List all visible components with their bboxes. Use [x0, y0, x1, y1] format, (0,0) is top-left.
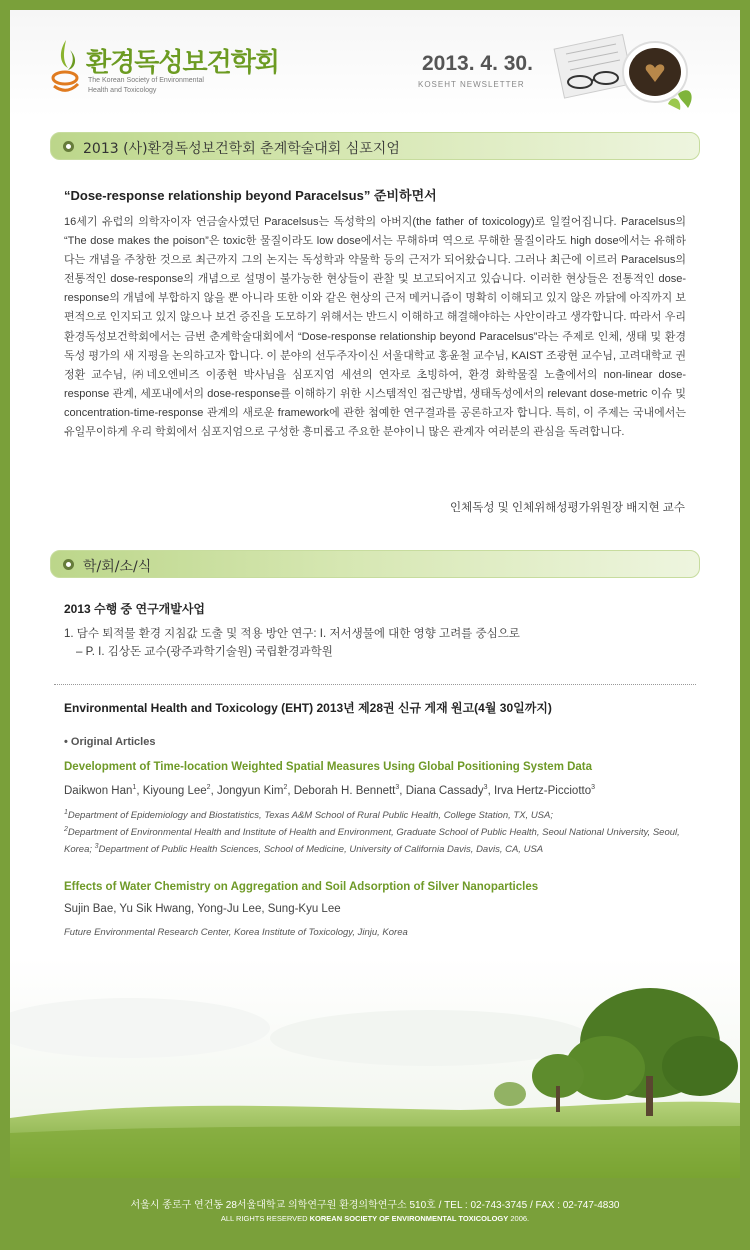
article-2-authors: Sujin Bae, Yu Sik Hwang, Yong-Ju Lee, Sung-Kyu Lee [64, 903, 341, 915]
article-1-affiliations: $^1$Department of Epidemiology and Biostatistics, Texas A&M School of Rural Public Health, College Station, TX, USA; $^2$Department of Environmental Health and Institute of Health and Environment, Graduate School of Public Health, Seoul National University, Seoul, Korea; $^3$Department of Public Health Sciences, School of Medicine, University of California Davis, Davis, CA, USA [64, 809, 680, 856]
footer-address: 서울시 종로구 연건동 28서울대학교 의학연구원 환경의학연구소 510호 / TEL : 02-743-3745 / FAX : 02-747-4830 [130, 1200, 620, 1211]
article-2-title: Effects of Water Chemistry on Aggregation and Soil Adsorption of Silver Nanoparticles [64, 881, 539, 893]
rnd-item: 1. 담수 퇴적물 환경 지침값 도출 및 적용 방안 연구: I. 저서생물에 대한 영향 고려를 중심으로 [64, 628, 520, 640]
eht-heading: Environmental Health and Toxicology (EHT) 2013년 제28권 신규 게재 원고(4월 30일까지) [64, 701, 552, 715]
section-bullet-icon [63, 559, 74, 570]
section-bar-symposium [50, 132, 700, 160]
rnd-pi: – P. I. 김상돈 교수(광주과학기술원) 국립환경과학원 [76, 646, 333, 658]
section-bullet-icon [63, 141, 74, 152]
logo-english-title: The Korean Society of Environmental Health and Toxicology [88, 77, 204, 94]
meadow-landscape-illustration [10, 958, 740, 1178]
article-1-authors: Daikwon Han$^1$, Kiyoung Lee$^2$, Jongyun Kim$^2$, Deborah H. Bennett$^3$, Diana Cassady$^3$, Irva Hertz-Picciotto$^3$ [64, 784, 596, 797]
newsletter-label: KOSEHT NEWSLETTER [418, 80, 525, 89]
article-signature: 인체독성 및 인체위해성평가위원장 배지현 교수 [450, 502, 685, 514]
newsletter-paper [10, 10, 740, 1178]
section-title: 학/회/소/식 [83, 559, 152, 575]
article-body: 16세기 유럽의 의학자이자 연금술사였던 Paracelsus는 독성학의 아버지(the father of toxicology)로 일컬어집니다. Paracelsus의 “The dose makes the poison”은 toxic한 물질이라도 low dose에서는 무해하며 역으로 무해한 물질이라도 high dose에서는 유해하다는 개념을 주창한 것으로 최근까지 그의 논지는 독성학과 약물학 등의 근저가 되어왔습니다. 그러나 최근에 이르러 Paracelsus의 전통적인 dose-response의 개념으로 설명이 불가능한 현상들이 관찰 및 보고되어지고 있습니다. 이러한 현상들은 전통적인 dose-response의 개념에 부합하지 않을 뿐 아니라 또한 이와 같은 현상의 근저 메커니즘이 명확히 이해되고 있지 않은 까닭에 아직까지 보편적으로 인지되고 있지 않으나 보건 증진을 도모하기 위해서는 반드시 이해하고 해결해야하는 사안이라고 생각합니다. 따라서 우리 환경독성보건학회에서는 금번 춘계학술대회에서 “Dose-response relationship beyond Paracelsus”라는 주제로 인체, 생태 및 환경독성 평가의 새 지평을 논의하고자 합니다. 이 분야의 선두주자이신 서울대학교 홍윤철 교수님, KAIST 조광현 교수님, 고려대학교 권정환 교수님, ㈜네오엔비즈 이종현 박사님을 심포지엄 세션의 연자로 초빙하여, 환경 화학물질 노출에서의 non-linear dose-response 관계, 세포내에서의 dose-response를 이해하기 위한 시스템적인 접근방법, 생태독성에서의 relevant dose-metric 이슈 및 concentration-time-response 관계의 새로운 framework에 관한 첨예한 연구결과를 공론하고자 합니다. 특히, 이 주제는 국내에서는 유일무이하게 우리 학회에서 심포지엄으로 구성한 흥미롭고 주요한 분야이니 많은 관계자 여러분의 관심을 독려합니다. [64, 216, 686, 439]
section-title: 2013 (사)환경독성보건학회 춘계학술대회 심포지엄 [83, 141, 400, 157]
article-heading: “Dose-response relationship beyond Paracelsus” 준비하면서 [64, 188, 437, 203]
divider [54, 684, 696, 685]
original-articles-label: • Original Articles [64, 736, 156, 748]
section-bar-society-news [50, 550, 700, 578]
society-logo-icon [50, 38, 80, 92]
article-2-affiliation: Future Environmental Research Center, Korea Institute of Toxicology, Jinju, Korea [64, 927, 408, 938]
footer-rights: ALL RIGHTS RESERVED KOREAN SOCIETY OF ENVIRONMENTAL TOXICOLOGY 2006. [220, 1214, 530, 1223]
header [10, 10, 740, 118]
article-1-title: Development of Time-location Weighted Spatial Measures Using Global Positioning System Data [64, 761, 593, 773]
coffee-cup-newspaper-icon [550, 24, 700, 116]
logo-korean-title: 환경독성보건학회 [86, 48, 279, 78]
issue-date: 2013. 4. 30. [422, 52, 533, 75]
rnd-heading: 2013 수행 중 연구개발사업 [64, 602, 206, 616]
